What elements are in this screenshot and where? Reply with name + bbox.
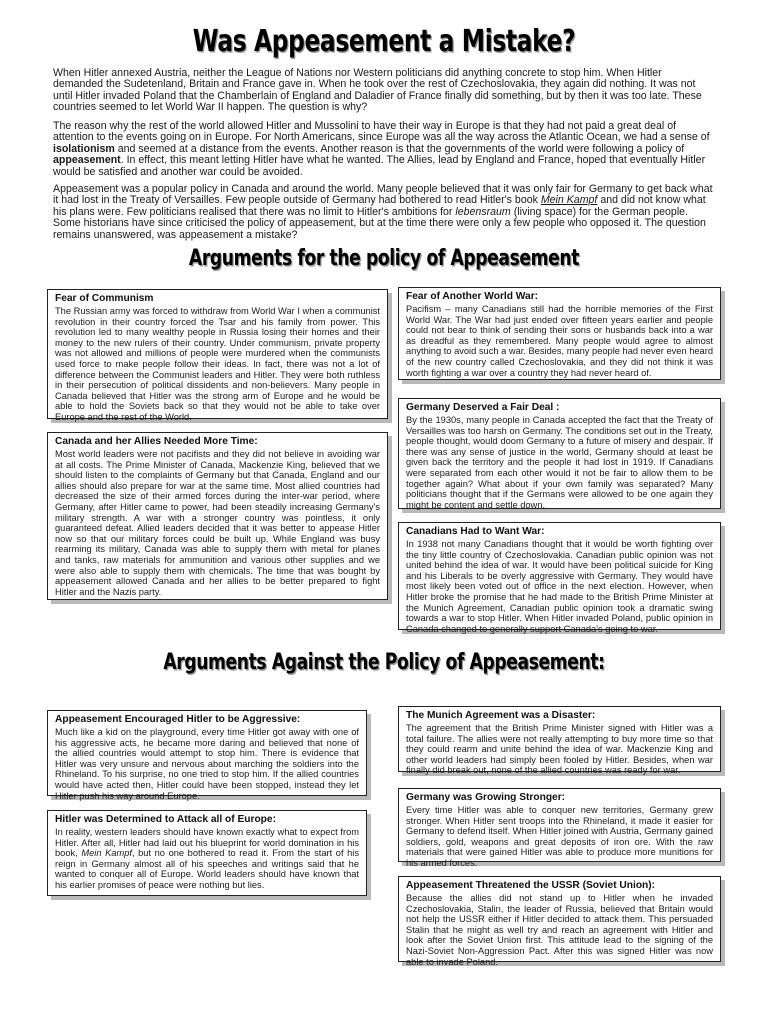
argument-title: Fear of Another World War: bbox=[406, 291, 539, 302]
argument-text: Much like a kid on the playground, every time Hitler got away with one of his aggressive acts, he became more daring and believed that none of the allied countries would attempt to stop him. There is evidence that Hitler was very unsure and nervous about marching the soldiers into the Rhineland. To his surprise, no one tried to stop him. If the allied countries would have acted then, Hitler could have been stopped, instead they let Hitler push his way around Europe. bbox=[55, 727, 359, 801]
argument-text: The agreement that the British Prime Minister signed with Hitler was a total failure. The allies were not really attempting to buy more time so that they could rearm and unite behind the idea of war. Mackenzie King and other world leaders had simply been fooled by Hitler. Besides, when war finally did break out, none of the allied countries was ready for war. bbox=[406, 723, 713, 776]
argument-title: The Munich Agreement was a Disaster: bbox=[406, 710, 596, 721]
intro-p3-text-a: Appeasement was a popular policy in Canada and around the world. Many people believed that it was only fair for Germany to get back what it had lost in the Treaty of Versailles. Few people outside of Germany had bothered to read Hitler's book bbox=[53, 183, 713, 207]
argument-box-encouraged-aggression bbox=[47, 710, 367, 801]
argument-text: Most world leaders were not pacifists and they did not believe in avoiding war at all costs. The Prime Minister of Canada, Mackenzie King, believed that we should listen to the complaints of Germany but that Canada, England and our allies should also prepare for war at the same time. Most allied countries had decreased the size of their armed forces during the inter-war period, where Germany, after Hitler came to power, had been steadily increasing Germany's military strength. A war with a stronger country was pointless, it only guaranteed defeat. Allied leaders decided that it was better to appease Hitler now so that our military forces could be built up. While England was busy rearming its military, Canada was able to supply them with metal for planes and tanks, raw materials for ammunition and various other supplies and we were also able to supply them with chemicals. The time that was bought by appeasement allowed Canada and her allies to be better prepared to fight Hitler and the Nazis party. bbox=[55, 449, 380, 597]
argument-title: Fear of Communism bbox=[55, 293, 154, 304]
argument-text-part-c: , but no one bothered to read it. From the start of his reign in Germany almost all of his speeches and writings said that he wanted to conquer all of Europe. World leaders should have known that his earlier promises of peace were nothing but lies. bbox=[55, 848, 360, 890]
mein-kampf-title-2: Mein Kampf bbox=[81, 848, 132, 859]
intro-paragraph-2 bbox=[53, 121, 713, 178]
intro-p2-text-e: . In effect, this meant letting Hitler have what he wanted. The Allies, lead by England and France, hoped that eventually Hitler would be satisfied and another war could be avoided. bbox=[53, 154, 706, 178]
intro-p2-text-c: and seemed at a distance from the events. Another reason is that the governments of the world were following a policy of bbox=[114, 142, 685, 155]
argument-text: In 1938 not many Canadians thought that it would be worth fighting over the tiny little country of Czechoslovakia. Canadian public opinion was not united behind the idea of war. It would have been political suicide for King and his Liberals to be overly aggressive with Germany. They would have most likely been voted out of office in the next election. However, when Hitler broke the promise that he had made to the British Prime Minister at the Munich Agreement, Canadian public opinion took a dramatic swing towards a war to stop Hitler. When Hitler invaded Poland, public opinion in Canada changed to generally support Canada's going to war. bbox=[406, 539, 713, 634]
lebensraum-term: lebensraum bbox=[455, 205, 511, 218]
argument-box-determined-attack bbox=[47, 810, 367, 896]
argument-title: Canadians Had to Want War: bbox=[406, 526, 545, 537]
mein-kampf-title: Mein Kampf bbox=[540, 194, 598, 207]
intro-p2-text-a: The reason why the rest of the world allowed Hitler and Mussolini to have their way in Europe is that they had not paid a great deal of attention to the events going on in Europe. For North Americans, since Europe was all the way across the Atlantic Ocean, we had a sense of bbox=[53, 120, 710, 144]
intro-paragraph-3 bbox=[53, 184, 713, 241]
section-heading-against: Arguments Against the Policy of Appeasement: bbox=[163, 650, 605, 675]
argument-text: Every time Hitler was able to conquer new territories, Germany grew stronger. When Hitler sent troops into the Rhineland, it made it easier for Germany to defend itself. When Hitler joined with Austria, Germany gained soldiers, gold, weapons and great deposits of iron ore. With the raw materials that were gained Hitler was able to produce more munitions for his armed forces. bbox=[406, 805, 713, 868]
argument-text: By the 1930s, many people in Canada accepted the fact that the Treaty of Versailles was too harsh on Germany. The conditions set out in the Treaty, people thought, would doom Germany to a future of misery and despair. If there was any sense of justice in the world, Germany should at least be given back the territory and the people it had lost in 1919. If Canadians were separated from each other would it not be fair to allow them to be together again? What about if your own family was separated? Many politicians thought that if the Germans were allowed to be one again they might be content and settle down. bbox=[406, 415, 713, 510]
argument-box-growing-stronger bbox=[398, 788, 721, 868]
argument-text bbox=[55, 827, 359, 891]
argument-title: Canada and her Allies Needed More Time: bbox=[55, 436, 258, 447]
argument-text-part-a: In reality, western leaders should have known exactly what to expect from Hitler. After all, Hitler had laid out his blueprint for world domination in his book, bbox=[55, 827, 359, 859]
intro-p3-text-c: and did not know what his plans were. Few politicians realised that there was no limit to Hitler's ambitions for bbox=[53, 194, 706, 218]
intro-p1-text: When Hitler annexed Austria, neither the League of Nations nor Western politicians did anything concrete to stop him. When Hitler demanded the Sudetenland, Britain and France gave in. When he took over the rest of Czechoslovakia, they again did nothing. It was not until Hitler invaded Poland that the Chamberlain of England and Daladier of France finally did something, but by then it was too late. These countries seemed to let World War II happen. The question is why? bbox=[53, 67, 702, 114]
argument-box-fear-of-war bbox=[398, 287, 721, 380]
argument-text: The Russian army was forced to withdraw from World War I when a communist revolution in their country forced the Tsar and his family from power. This revolution led to many wealthy people in Russia losing their homes and their money to the new rulers of their country. Under communism, private property was not allowed and millions of people were murdered when the communists used force to make people follow their ideas. In fact, there was not a lot of difference between the Communist leaders and Hitler. They were both ruthless in their persecution of political dissidents and non-believers. Many people in Canada believed that Hitler was the strong arm of Europe and he would be able to hold the Soviets back so that they would not be able to take over Europe and the rest of the World. bbox=[55, 306, 380, 422]
argument-box-fear-of-communism bbox=[47, 289, 388, 422]
argument-box-want-war bbox=[398, 522, 721, 634]
argument-title: Germany Deserved a Fair Deal : bbox=[406, 402, 560, 413]
argument-text: Because the allies did not stand up to Hitler when he invaded Czechoslovakia, Stalin, the leader of Russia, believed that Britain would not help the USSR either if Hitler decided to attack them. This persuaded Stalin that he might as well try and reach an agreement with Hitler and look after the Soviet Union first. This attitude lead to the signing of the Nazi-Soviet Non-Aggression Pact. After this was signed Hitler was now able to invade Poland. bbox=[406, 893, 713, 967]
intro-p3-text-e: (living space) for the German people. Some historians have since criticised the policy of appeasement, but at the time there were only a few people who opposed it. The question remains unanswered, was appeasement a mistake? bbox=[53, 205, 706, 241]
appeasement-term: appeasement bbox=[53, 154, 121, 167]
intro-paragraph-1 bbox=[53, 68, 713, 114]
argument-title: Germany was Growing Stronger: bbox=[406, 792, 566, 803]
page-title: Was Appeasement a Mistake? bbox=[192, 24, 576, 59]
argument-box-more-time bbox=[47, 432, 388, 600]
argument-box-fair-deal bbox=[398, 398, 721, 509]
argument-title: Hitler was Determined to Attack all of Europe: bbox=[55, 814, 276, 825]
isolationism-term: isolationism bbox=[53, 142, 115, 155]
argument-text: Pacifism – many Canadians still had the horrible memories of the First World War. The War had just ended over fifteen years earlier and people could not bear to think of sending their sons or husbands back into a war as dreadful as they remembered. Many people would agree to almost anything to avoid such a war. Besides, many people had never even heard of the new country called Czechoslovakia, and they did not think it was worth fighting a war over a country they had never heard of. bbox=[406, 304, 713, 378]
argument-title: Appeasement Threatened the USSR (Soviet Union): bbox=[406, 880, 656, 891]
argument-box-threatened-ussr bbox=[398, 876, 721, 967]
argument-title: Appeasement Encouraged Hitler to be Aggressive: bbox=[55, 714, 301, 725]
section-heading-for: Arguments for the policy of Appeasement bbox=[188, 246, 580, 271]
argument-box-munich-disaster bbox=[398, 706, 721, 776]
